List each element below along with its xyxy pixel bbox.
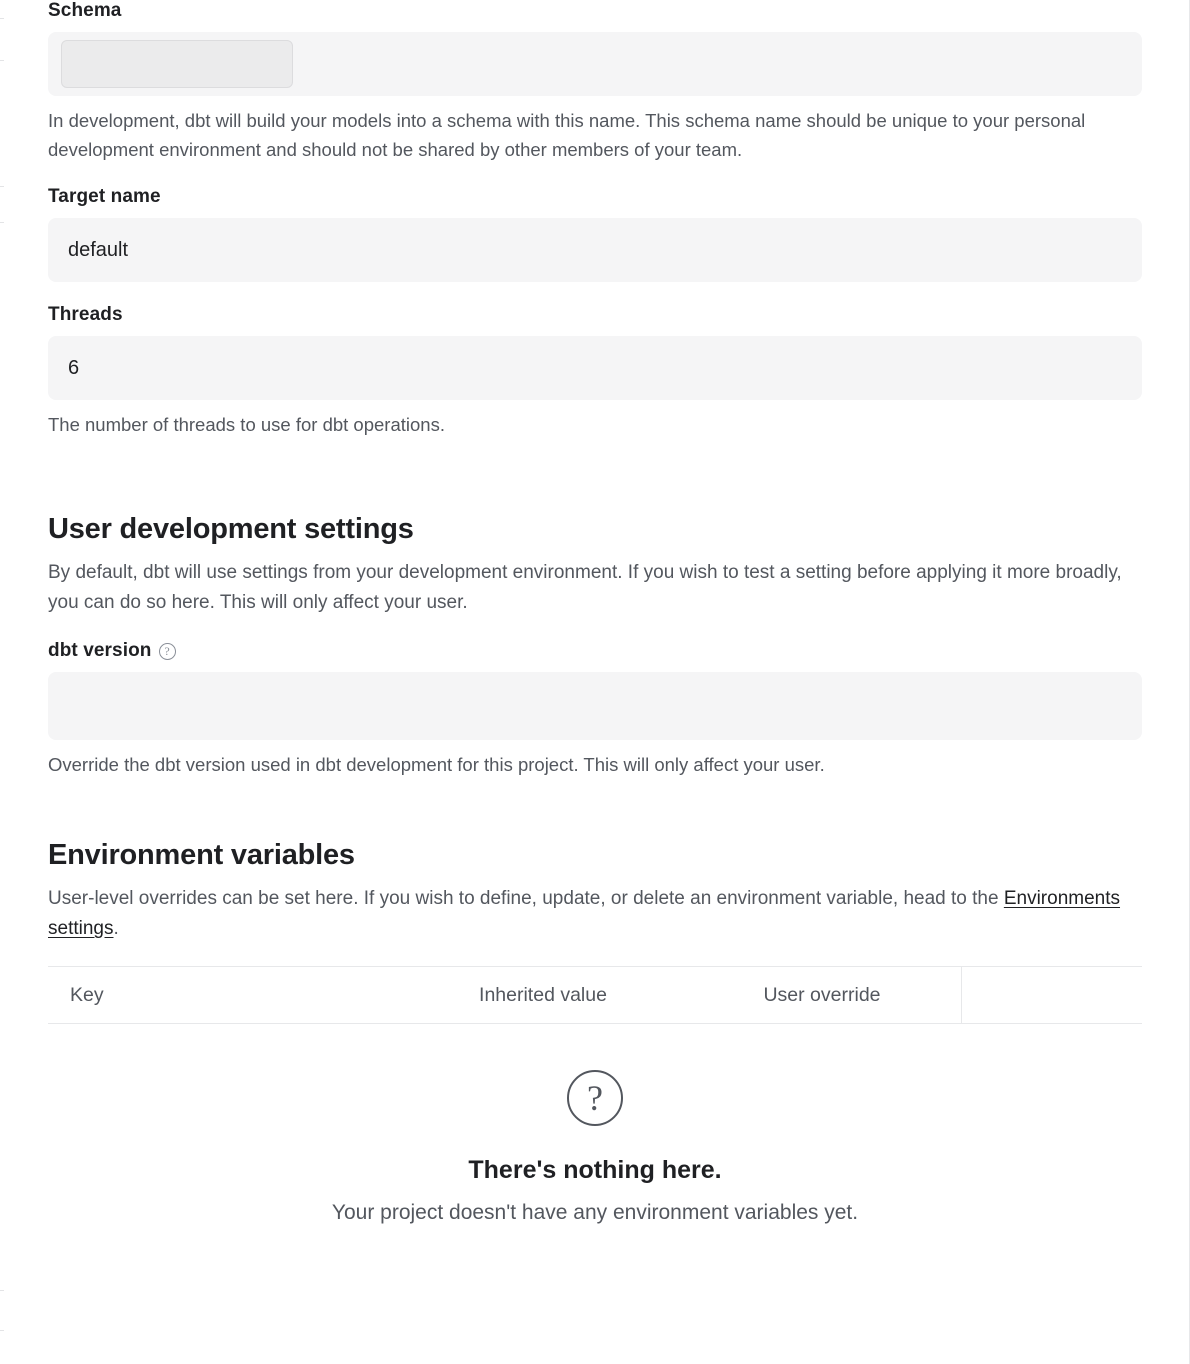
dbt-version-help-text: Override the dbt version used in dbt development for this project. This will only affect your user. <box>48 754 825 775</box>
empty-state-title: There's nothing here. <box>468 1156 722 1184</box>
dbt-version-label: dbt version <box>48 640 152 661</box>
question-circle-icon: ? <box>567 1070 623 1126</box>
empty-state-subtitle: Your project doesn't have any environment variables yet. <box>331 1201 859 1224</box>
schema-help-text: In development, dbt will build your models into a schema with this name. This schema name should be unique to your personal development environment and should not be shared by other members of your team. <box>48 110 1086 160</box>
env-desc-before: User-level overrides can be set here. If you wish to define, update, or delete an environment variable, head to the <box>48 888 1004 909</box>
environment-variables-section <box>48 839 1142 1225</box>
question-circle-icon[interactable]: ? <box>159 643 176 660</box>
env-desc-after: . <box>113 918 119 939</box>
environment-variables-description <box>48 884 1140 944</box>
environment-variables-table <box>48 966 1142 1024</box>
table-header-row <box>48 967 1142 1023</box>
user-development-settings-section <box>48 513 1142 779</box>
schema-input[interactable] <box>48 32 1142 96</box>
threads-label: Threads <box>48 304 123 325</box>
threads-input[interactable]: 6 <box>48 336 1142 400</box>
target-name-input[interactable]: default <box>48 218 1142 282</box>
target-name-label: Target name <box>48 186 161 207</box>
column-header-key: Key <box>70 983 104 1006</box>
dbt-version-label-row <box>48 640 1142 662</box>
environment-variables-title: Environment variables <box>48 839 355 871</box>
threads-field-group <box>48 304 1142 439</box>
environments-settings-link[interactable]: Environments settings <box>48 888 1121 939</box>
dbt-version-input[interactable] <box>48 672 1142 740</box>
empty-state <box>48 1070 1142 1225</box>
column-header-inherited-value: Inherited value <box>479 983 607 1006</box>
target-name-field-group <box>48 186 1142 282</box>
schema-field-group <box>48 0 1142 164</box>
column-header-user-override: User override <box>763 983 881 1006</box>
schema-label: Schema <box>48 0 122 21</box>
user-development-settings-title: User development settings <box>48 513 414 545</box>
user-development-settings-description: By default, dbt will use settings from your development environment. If you wish to test a setting before applying it more broadly, you can do so here. This will only affect your user. <box>48 562 1122 613</box>
threads-help-text: The number of threads to use for dbt operations. <box>48 414 445 435</box>
schema-input-inner[interactable] <box>61 40 293 88</box>
column-header-actions <box>961 967 1142 1023</box>
